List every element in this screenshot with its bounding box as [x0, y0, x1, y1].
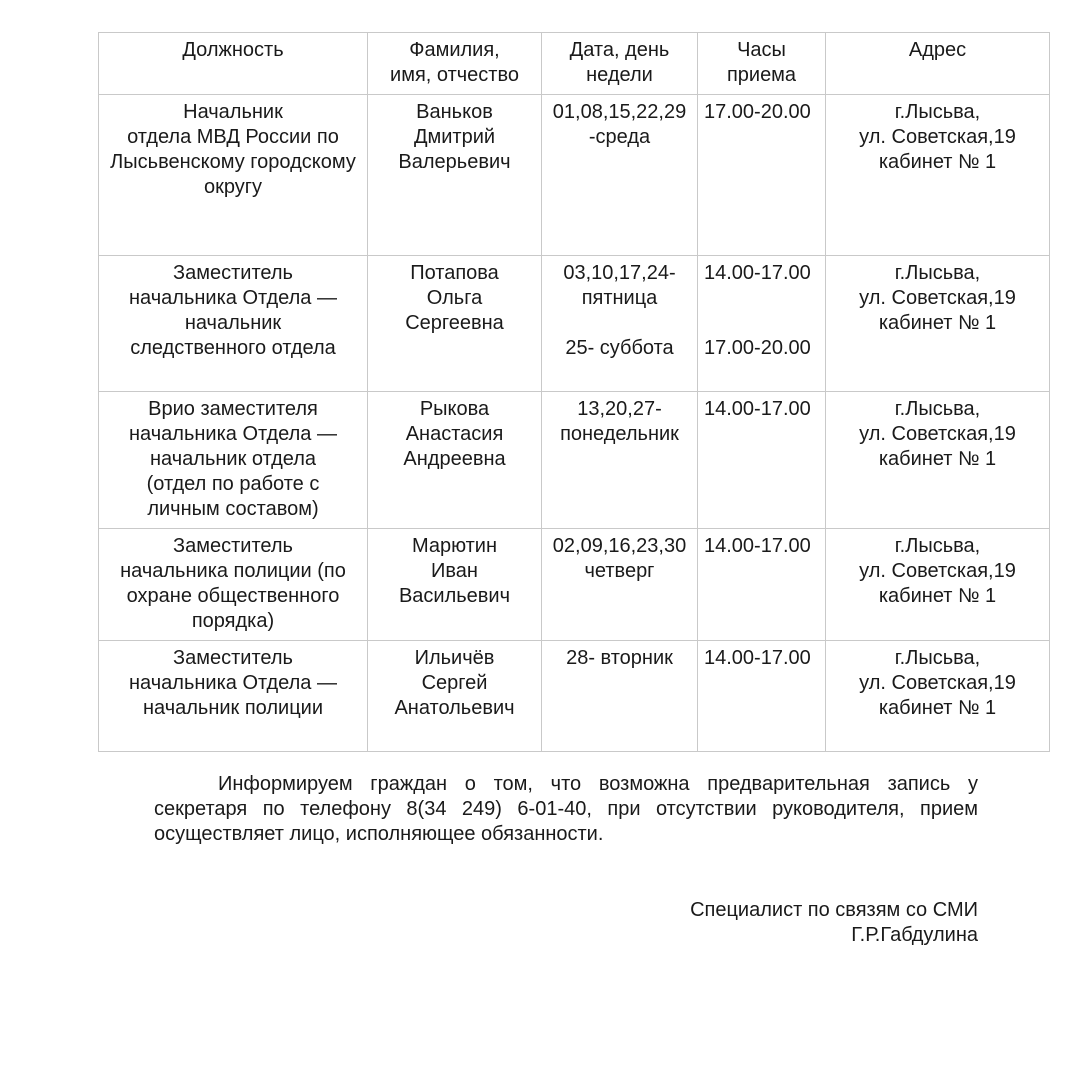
cell-full-name: Ваньков Дмитрий Валерьевич	[368, 95, 542, 256]
header-address: Адрес	[826, 33, 1050, 95]
reception-schedule-table	[98, 32, 1050, 752]
header-full-name: Фамилия, имя, отчество	[368, 33, 542, 95]
cell-position: Заместитель начальника Отдела — начальник полиции	[99, 641, 368, 752]
cell-dates: 03,10,17,24- пятница 25- суббота	[542, 256, 698, 392]
cell-dates: 01,08,15,22,29 -среда	[542, 95, 698, 256]
cell-dates: 28- вторник	[542, 641, 698, 752]
cell-full-name: Марютин Иван Васильевич	[368, 529, 542, 641]
cell-address: г.Лысьва, ул. Советская,19 кабинет № 1	[826, 95, 1050, 256]
header-date-weekday: Дата, день недели	[542, 33, 698, 95]
cell-address: г.Лысьва, ул. Советская,19 кабинет № 1	[826, 641, 1050, 752]
cell-dates: 13,20,27- понедельник	[542, 392, 698, 529]
cell-hours: 14.00-17.00	[698, 641, 826, 752]
cell-position: Начальник отдела МВД России по Лысьвенскому городскому округу	[99, 95, 368, 256]
cell-address: г.Лысьва, ул. Советская,19 кабинет № 1	[826, 392, 1050, 529]
cell-address: г.Лысьва, ул. Советская,19 кабинет № 1	[826, 256, 1050, 392]
table-row	[99, 392, 1050, 529]
header-reception-hours: Часы приема	[698, 33, 826, 95]
cell-dates: 02,09,16,23,30 четверг	[542, 529, 698, 641]
table-row	[99, 95, 1050, 256]
cell-hours: 17.00-20.00	[698, 95, 826, 256]
table-row	[99, 529, 1050, 641]
cell-position: Врио заместителя начальника Отдела — начальник отдела (отдел по работе с личным составом)	[99, 392, 368, 529]
cell-position: Заместитель начальника Отдела — начальник следственного отдела	[99, 256, 368, 392]
signature-title: Специалист по связям со СМИ	[690, 899, 978, 921]
cell-hours: 14.00-17.00 17.00-20.00	[698, 256, 826, 392]
appointment-notice: Информируем граждан о том, что возможна предварительная запись у секретаря по телефону 8(34 249) 6-01-40, при отсутствии руководителя, прием осуществляет лицо, исполняющее обязанности.	[154, 773, 978, 845]
table-row	[99, 641, 1050, 752]
table-row	[99, 256, 1050, 392]
cell-full-name: Ильичёв Сергей Анатольевич	[368, 641, 542, 752]
cell-address: г.Лысьва, ул. Советская,19 кабинет № 1	[826, 529, 1050, 641]
table-header-row	[99, 33, 1050, 95]
cell-full-name: Потапова Ольга Сергеевна	[368, 256, 542, 392]
cell-full-name: Рыкова Анастасия Андреевна	[368, 392, 542, 529]
signature-block	[690, 898, 978, 948]
signature-name: Г.Р.Габдулина	[851, 924, 978, 946]
cell-position: Заместитель начальника полиции (по охране общественного порядка)	[99, 529, 368, 641]
cell-hours: 14.00-17.00	[698, 392, 826, 529]
cell-hours: 14.00-17.00	[698, 529, 826, 641]
header-position: Должность	[99, 33, 368, 95]
